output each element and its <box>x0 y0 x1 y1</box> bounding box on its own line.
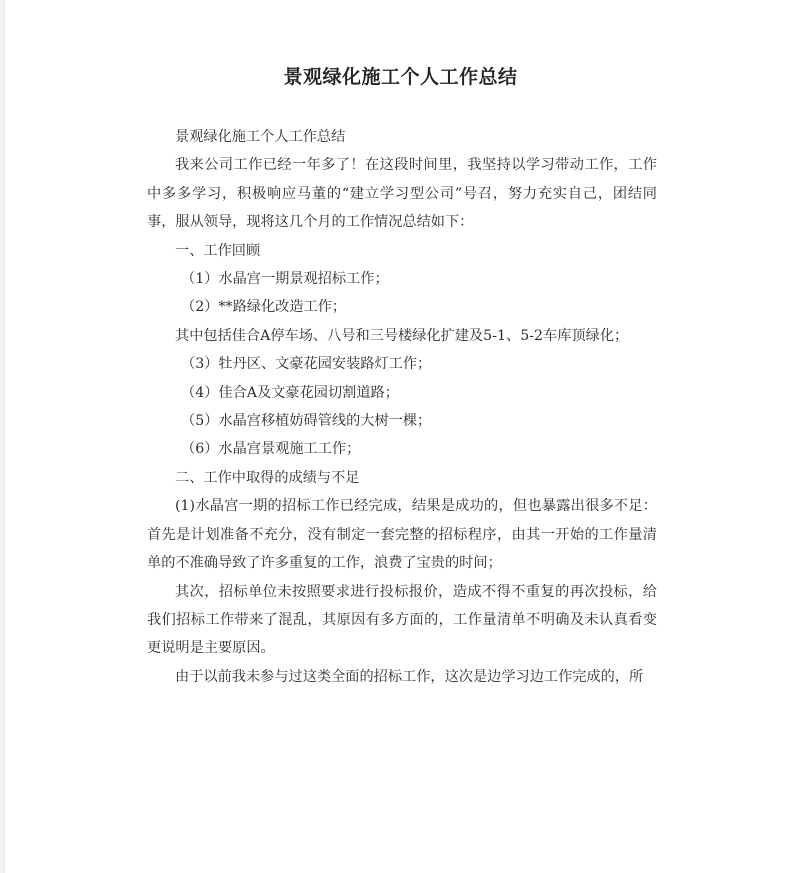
list-item: （6）水晶宫景观施工工作； <box>181 441 361 458</box>
list-item: （2）**路绿化改造工作； <box>181 299 347 316</box>
list-item: （5）水晶宫移植妨碍管线的大树一棵； <box>181 413 432 430</box>
list-item: （3）牡丹区、文豪花园安装路灯工作； <box>181 356 432 373</box>
section-heading-review: 一、工作回顾 <box>175 242 261 259</box>
list-item: （1）水晶宫一期景观招标工作； <box>181 271 389 288</box>
document-title: 景观绿化施工个人工作总结 <box>283 66 518 88</box>
paragraph-results-1: (1)水晶宫一期的招标工作已经完成，结果是成功的，但也暴露出很多不足：首先是计划准备不充分，没有制定一套完整的招标程序，由其一开始的工作量清单的不准确导致了许多重复的工作，浪费了宝贵的时间； <box>147 498 657 572</box>
paragraph-intro: 我来公司工作已经一年多了！在这段时间里，我坚持以学习带动工作，工作中多多学习，积极响应马董的“建立学习型公司”号召，努力充实自己，团结同事，服从领导，现将这几个月的工作情况总结如下： <box>147 157 657 231</box>
list-item: （4）佳合A及文豪花园切割道路； <box>181 384 399 401</box>
section-heading-results: 二、工作中取得的成绩与不足 <box>175 469 360 486</box>
paragraph-results-3: 由于以前我未参与过这类全面的招标工作，这次是边学习边工作完成的，所 <box>175 668 644 685</box>
document-page <box>4 0 795 873</box>
paragraph-detail: 其中包括佳合A停车场、八号和三号楼绿化扩建及5-1、5-2车库顶绿化； <box>175 327 629 344</box>
paragraph-results-2: 其次，招标单位未按照要求进行投标报价，造成不得不重复的再次投标，给我们招标工作带来了混乱，其原因有多方面的，工作量清单不明确及未认真看变更说明是主要原因。 <box>147 583 657 657</box>
paragraph-heading: 景观绿化施工个人工作总结 <box>175 129 346 145</box>
document-body <box>147 123 657 691</box>
